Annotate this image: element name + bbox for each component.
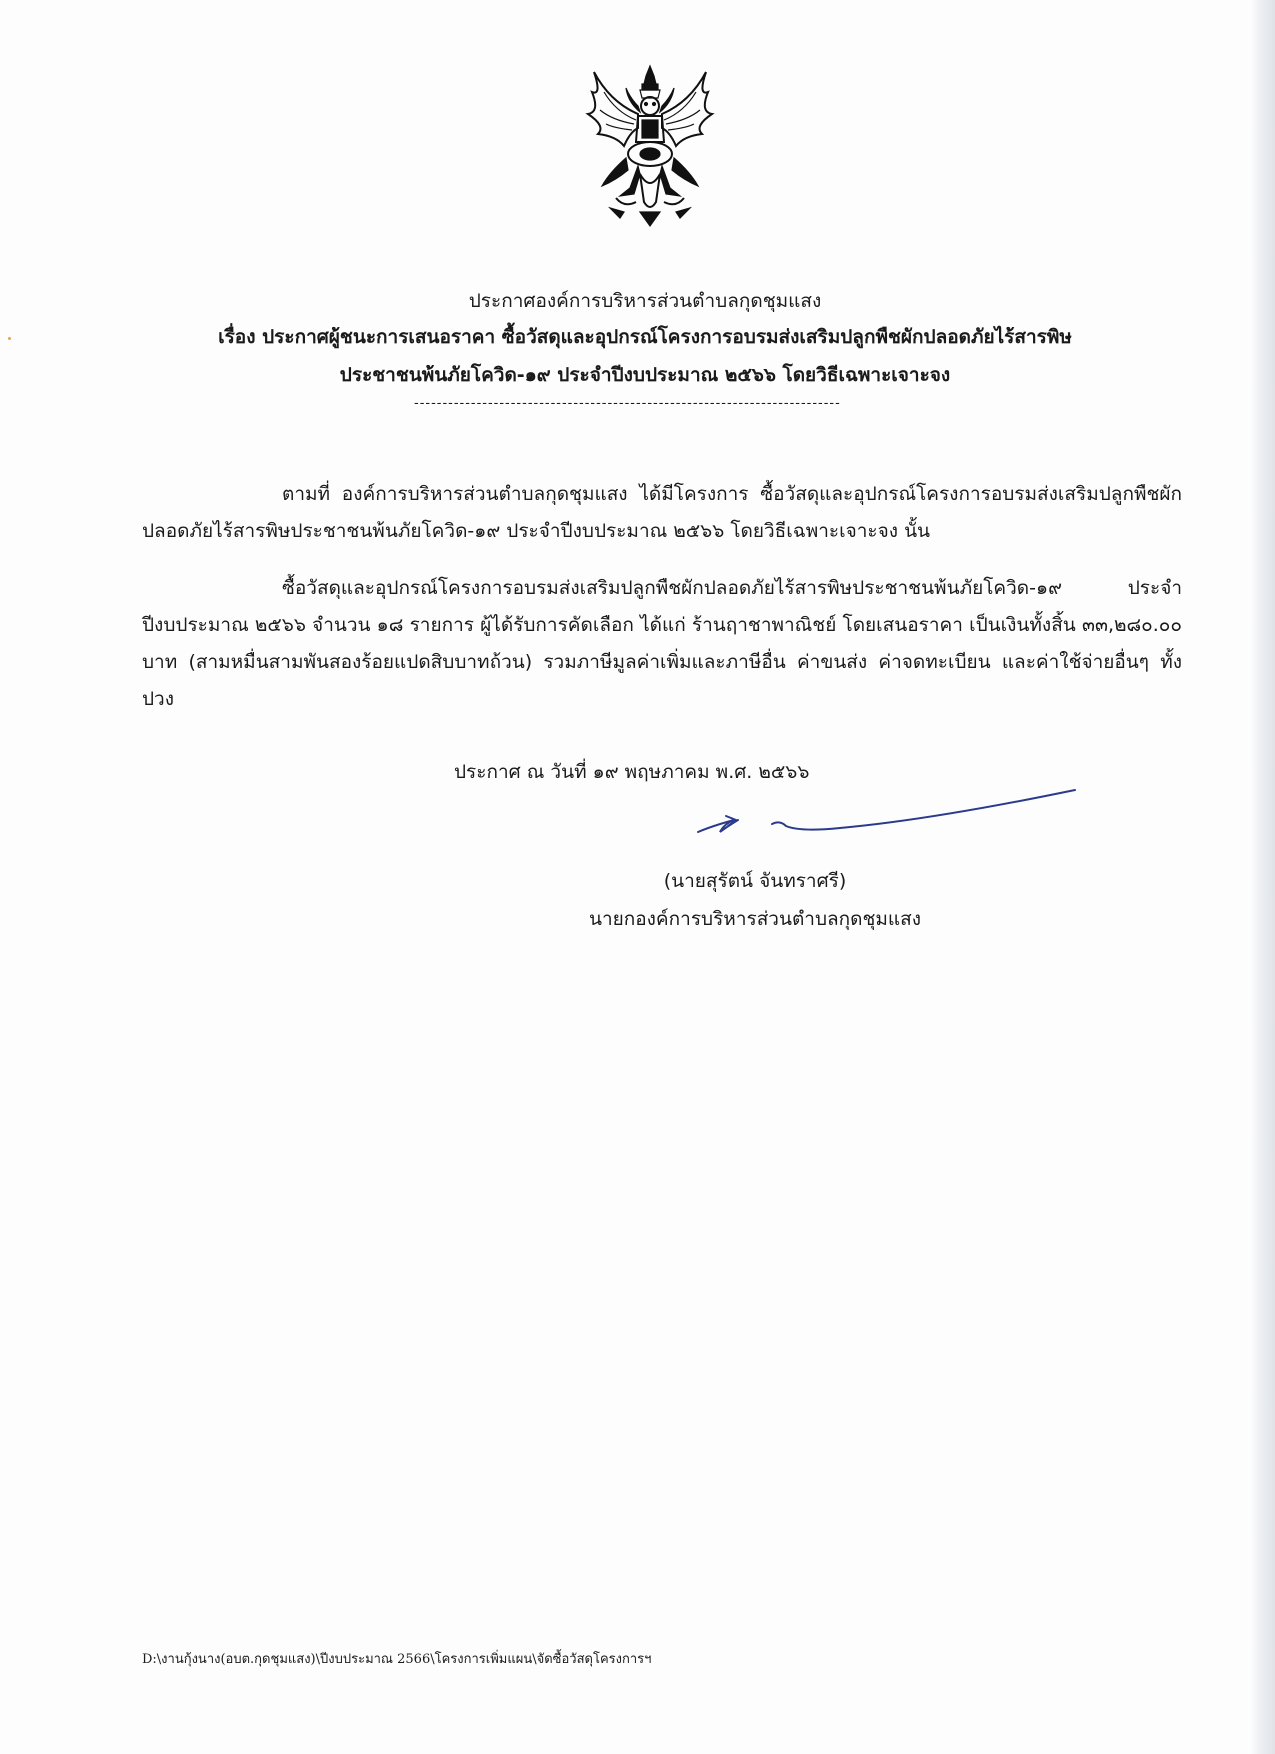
announcement-issuer: ประกาศองค์การบริหารส่วนตำบลกุดชุมแสง xyxy=(468,290,822,312)
announcement-date: ประกาศ ณ วันที่ ๑๙ พฤษภาคม พ.ศ. ๒๕๖๖ xyxy=(454,761,810,783)
announcement-subject: เรื่อง ประกาศผู้ชนะการเสนอราคา ซื้อวัสดุและอุปกรณ์โครงการอบรมส่งเสริมปลูกพืชผักปลอดภัยไร้สารพิษ xyxy=(218,326,1072,348)
footer-file-path: D:\งานกุ้งนาง(อบต.กุดชุมแสง)\ปีงบประมาณ 2566\โครงการเพิ่มแผน\จัดซื้อวัสดุโครงการฯ xyxy=(142,1652,652,1667)
body-paragraph-1-text: ตามที่ องค์การบริหารส่วนตำบลกุดชุมแสง ได้มีโครงการ ซื้อวัสดุและอุปกรณ์โครงการอบรมส่งเสริมปลูกพืชผักปลอดภัยไร้สารพิษประชาชนพ้นภัยโควิด-๑๙ ประจำปีงบประมาณ ๒๕๖๖ โดยวิธีเฉพาะเจาะจง นั้น xyxy=(142,483,1182,542)
garuda-emblem-icon xyxy=(580,62,720,232)
header-separator: --------------------------------------------------------------------------- xyxy=(414,396,841,411)
body-paragraph-1 xyxy=(142,476,1182,550)
signer-name: (นายสุรัตน์ จันทราศรี) xyxy=(663,870,847,892)
announcement-subject-continued: ประชาชนพ้นภัยโควิด-๑๙ ประจำปีงบประมาณ ๒๕๖๖ โดยวิธีเฉพาะเจาะจง xyxy=(339,364,951,386)
scan-speck xyxy=(8,337,11,340)
page-edge-shadow xyxy=(1249,0,1275,1754)
signer-title: นายกองค์การบริหารส่วนตำบลกุดชุมแสง xyxy=(588,908,922,930)
handwritten-signature xyxy=(690,786,1080,846)
body-paragraph-2 xyxy=(142,570,1182,718)
body-paragraph-2-text: ซื้อวัสดุและอุปกรณ์โครงการอบรมส่งเสริมปลูกพืชผักปลอดภัยไร้สารพิษประชาชนพ้นภัยโควิด-๑๙ ประจำปีงบประมาณ ๒๕๖๖ จำนวน ๑๘ รายการ ผู้ได้รับการคัดเลือก ได้แก่ ร้านฤาชาพาณิชย์ โดยเสนอราคา เป็นเงินทั้งสิ้น ๓๓,๒๘๐.๐๐ บาท (สามหมื่นสามพันสองร้อยแปดสิบบาทถ้วน) รวมภาษีมูลค่าเพิ่มและภาษีอื่น ค่าขนส่ง ค่าจดทะเบียน และค่าใช้จ่ายอื่นๆ ทั้งปวง xyxy=(142,577,1182,710)
